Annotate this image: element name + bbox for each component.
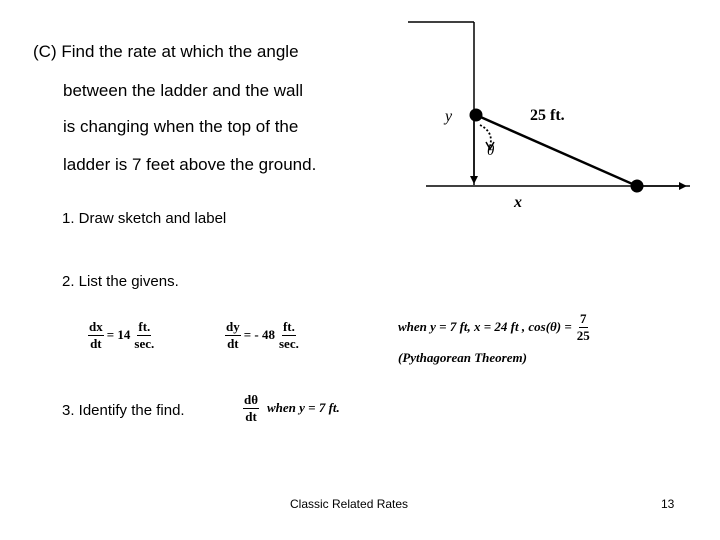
step-1: 1. Draw sketch and label	[62, 210, 227, 227]
problem-line-2: between the ladder and the wall	[63, 81, 304, 100]
dy-unit-numerator: ft.	[282, 319, 295, 334]
ladder-bottom-point	[631, 180, 644, 193]
step-2: 2. List the givens.	[62, 273, 179, 290]
label-theta: θ	[487, 143, 495, 159]
dx-unit-denominator: sec.	[134, 335, 155, 351]
given-when-cos	[398, 312, 591, 342]
cos-denominator: 25	[576, 327, 590, 343]
dtheta-denominator: dt	[245, 408, 257, 424]
label-x: x	[514, 194, 522, 211]
ladder-top-point	[470, 109, 483, 122]
dy-unit-denominator: sec.	[278, 335, 299, 351]
dx-value: = 14	[106, 327, 131, 343]
dx-numerator: dx	[89, 319, 103, 334]
dy-value: = - 48	[243, 327, 275, 343]
footer-title: Classic Related Rates	[290, 497, 409, 511]
step-3: 3. Identify the find.	[62, 402, 185, 419]
cos-numerator: 7	[580, 311, 587, 326]
ladder-line	[476, 115, 637, 186]
dx-unit-numerator: ft.	[138, 319, 151, 334]
problem-line-3: is changing when the top of the	[63, 117, 299, 136]
pythagorean-note	[398, 350, 527, 366]
label-hypotenuse: 25 ft.	[530, 107, 565, 124]
dy-denominator: dt	[227, 335, 239, 351]
page-number: 13	[661, 497, 675, 511]
dtheta-numerator: dθ	[244, 392, 259, 407]
pythagorean-text: (Pythagorean Theorem)	[398, 350, 527, 365]
problem-line-1: (C) Find the rate at which the angle	[33, 42, 299, 61]
find-when-text: when y = 7 ft.	[267, 400, 340, 416]
find-dthetadt	[243, 393, 340, 423]
when-cos-text: when y = 7 ft, x = 24 ft , cos(θ) =	[398, 319, 572, 335]
given-dxdt	[88, 320, 155, 350]
dy-numerator: dy	[226, 319, 240, 334]
problem-line-4: ladder is 7 feet above the ground.	[63, 155, 317, 174]
label-y: y	[445, 108, 453, 125]
dx-denominator: dt	[90, 335, 102, 351]
given-dydt	[225, 320, 300, 350]
